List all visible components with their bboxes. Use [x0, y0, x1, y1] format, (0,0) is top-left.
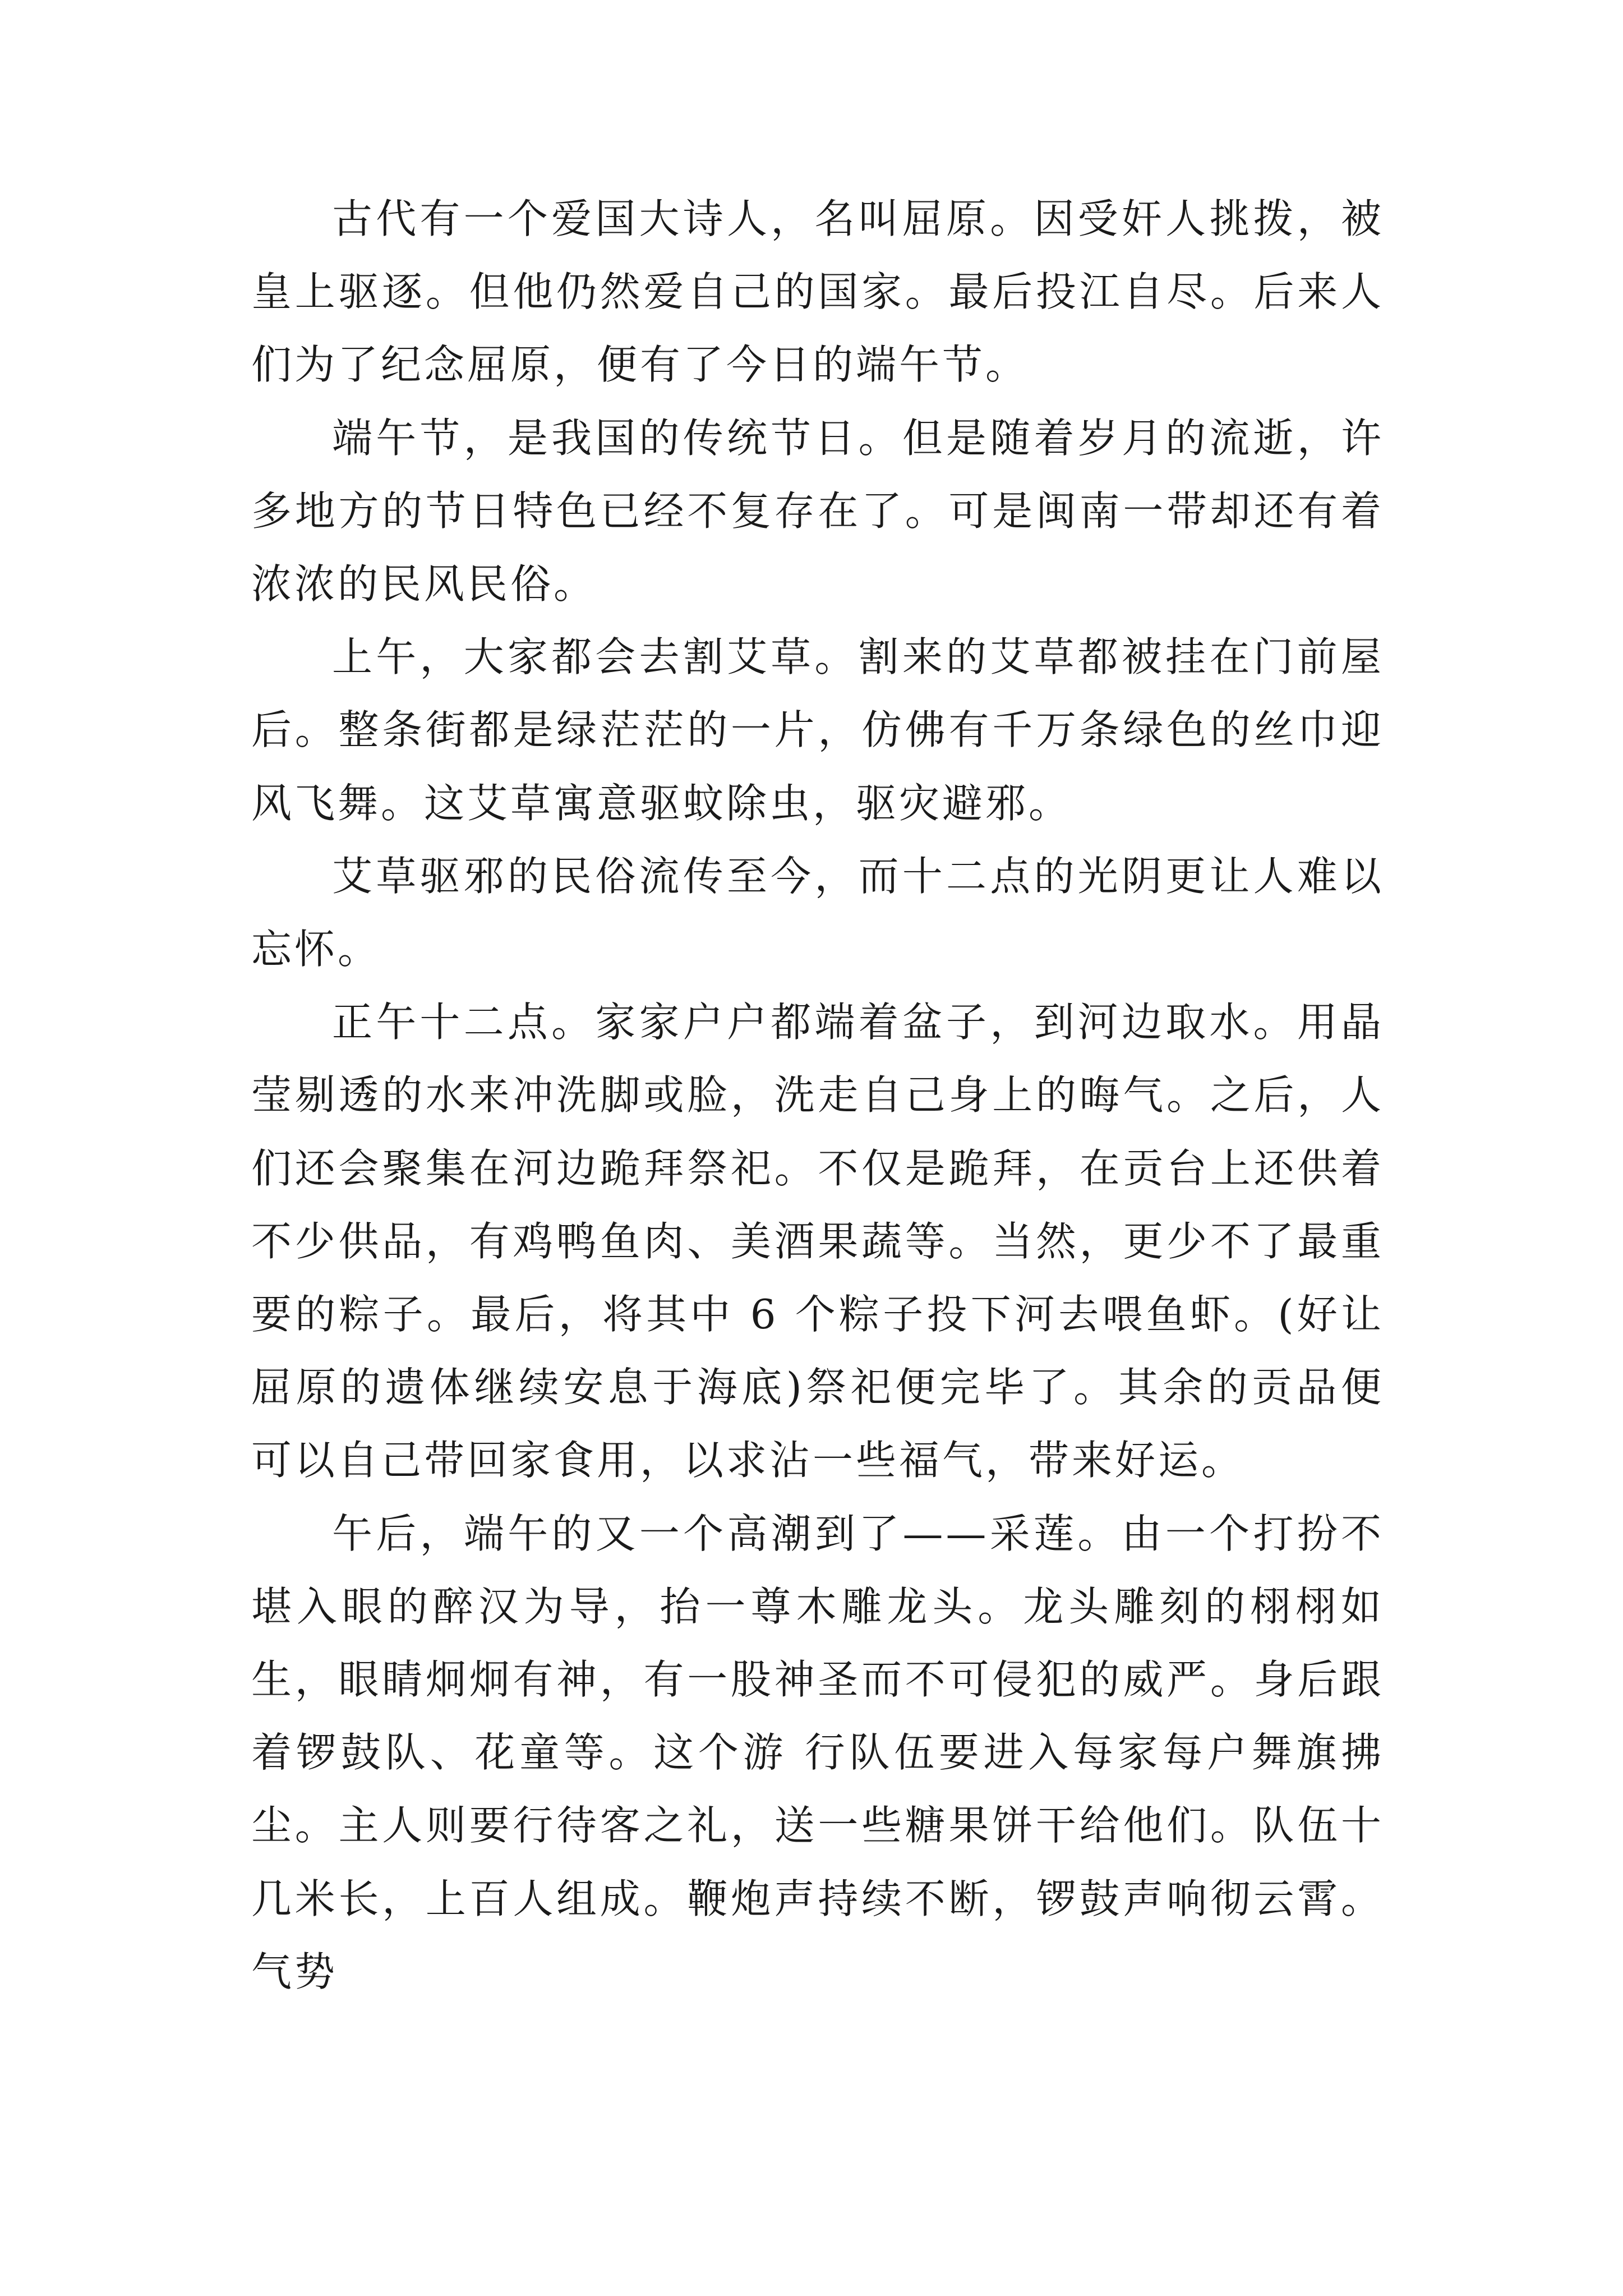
paragraph-afternoon-parade: 午后，端午的又一个高潮到了——采莲。由一个打扮不堪入眼的醉汉为导，抬一尊木雕龙头。龙头雕刻的栩栩如生，眼睛炯炯有神，有一股神圣而不可侵犯的威严。身后跟着锣鼓队、花童等。这个游 行队伍要进入每家每户舞旗拂尘。主人则要行待客之礼，送一些糖果饼干给他们。队伍十几米长，上百人组成。鞭炮声持续不断，锣鼓声响彻云霄。气势: [251, 1510, 1384, 1995]
paragraph-qu-yuan: 古代有一个爱国大诗人，名叫屈原。因受奸人挑拨，被皇上驱逐。但他仍然爱自己的国家。最后投江自尽。后来人们为了纪念屈原，便有了今日的端午节。: [251, 195, 1384, 389]
paragraph-mugwort-custom: 艾草驱邪的民俗流传至今，而十二点的光阴更让人难以忘怀。: [251, 852, 1384, 973]
paragraph-dragon-boat-festival: 端午节，是我国的传统节日。但是随着岁月的流逝，许多地方的节日特色已经不复存在了。可是闽南一带却还有着浓浓的民风民俗。: [251, 414, 1384, 608]
paragraph-noon-ritual: 正午十二点。家家户户都端着盆子，到河边取水。用晶莹剔透的水来冲洗脚或脸，洗走自己身上的晦气。之后，人们还会聚集在河边跪拜祭祀。不仅是跪拜，在贡台上还供着不少供品，有鸡鸭鱼肉、美酒果蔬等。当然，更少不了最重要的粽子。最后，将其中 6 个粽子投下河去喂鱼虾。(好让屈原的遗体继续安息于海底)祭祀便完毕了。其余的贡品便可以自己带回家食用，以求沾一些福气，带来好运。: [251, 999, 1384, 1484]
document-body: [251, 182, 1384, 2008]
paragraph-morning-mugwort: 上午，大家都会去割艾草。割来的艾草都被挂在门前屋后。整条街都是绿茫茫的一片，仿佛有千万条绿色的丝巾迎风飞舞。这艾草寓意驱蚊除虫，驱灾避邪。: [251, 633, 1384, 827]
